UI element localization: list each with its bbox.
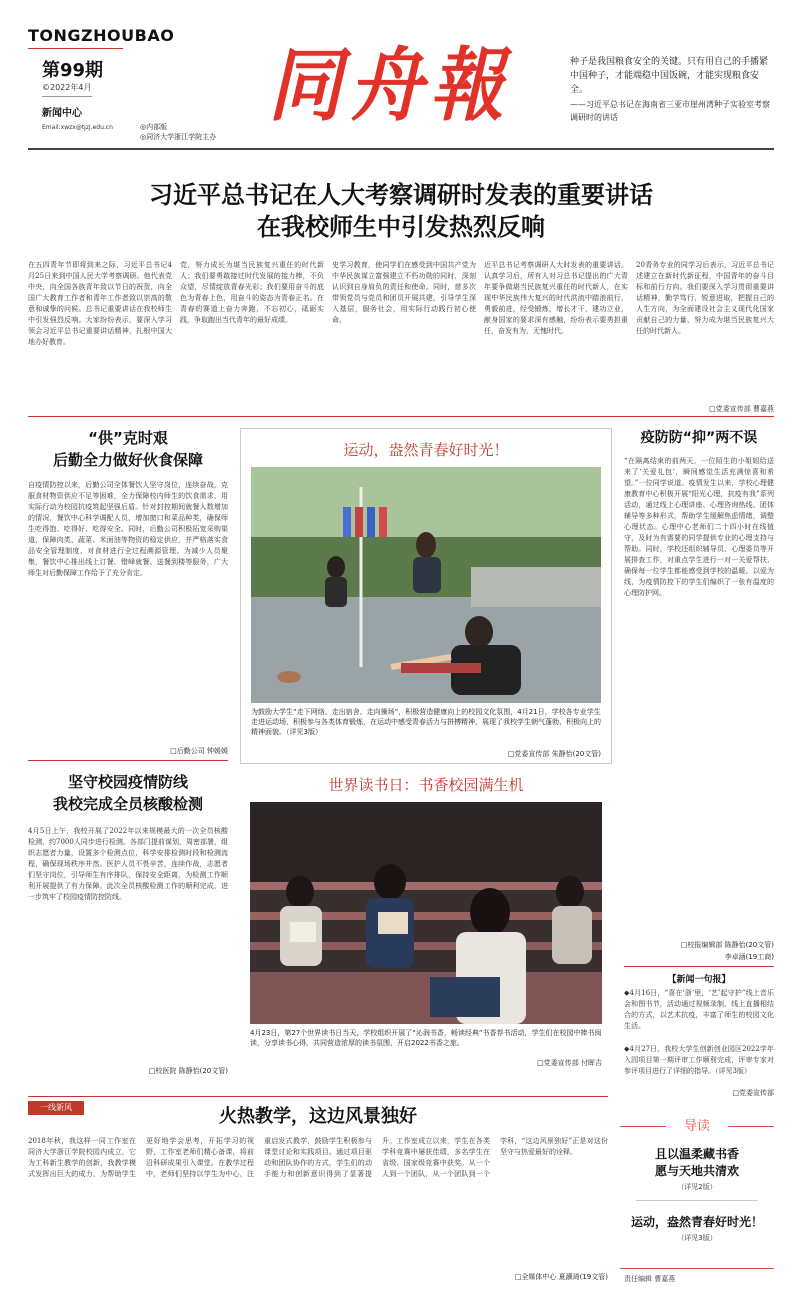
teaching-headline: 火热教学，这边风景独好 (219, 1106, 417, 1127)
contact-email: Email:xwzx@tjzj.edu.cn (42, 124, 113, 131)
sports-photo-author: □党委宣传部 朱静怡(20文管) (507, 750, 601, 758)
supply-body: 自疫情防控以来，后勤公司全体餐饮人坚守岗位，连续奋战，克服食材物资供应不足等困难，全力保障校内师生的饮食需求，用实际行动为校园抗疫筑起坚强后盾。针对封控期间就餐人数增加的情况，餐饮中心科学调配人员，增加窗口和菜品种类，确保师生吃得饱、吃得好、吃得安全。同时，后勤公司积极拓宽采购渠道，保障肉类、蔬菜、米面油等物资的稳定供应，并严格落实食品安全管理制度，对食材进行全过程溯源管理。为减少人员聚集，餐饮中心推出线上订餐、错峰就餐、送餐到楼等服务，广大师生对后勤保障工作给予了充分肯定。 (28, 481, 228, 577)
lead-headline-line1: 习近平总书记在人大考察调研时发表的重要讲话 (149, 181, 653, 209)
right-column-divider (624, 966, 774, 967)
guide-divider (636, 1200, 758, 1201)
covid-headline-line2: 我校完成全员核酸检测 (52, 795, 203, 813)
header-quote: 种子是我国粮食安全的关键。只有用自己的手播紧中国种子，才能端稳中国饭碗，才能实现粮食安全。 (570, 57, 769, 95)
masthead-divider (28, 48, 123, 49)
guide-item2[interactable]: 运动，盎然青春好时光！ (630, 1215, 763, 1229)
covid-body: 4月5日上午，我校开展了2022年以来规模最大的一次全员核酸检测，约7000人同步进行检测。各部门提前谋划，周密部署，组织志愿者力量，设置多个检测点位，科学安排检测时段和检测流程，确保现场秩序井然。医护人员不畏辛苦，连续作战，志愿者们坚守岗位，引导师生有序排队，保持安全距离，为检测工作顺利开展提供了有力保障。此次全员核酸检测工作的顺利完成，进一步筑牢了校园疫情防控防线。 (28, 827, 228, 901)
news-brief-title: 【新闻一句报】 (667, 975, 731, 985)
reading-photo-caption: 4月23日，第27个世界读书日当天，学校组织开展了“沁润书香，畅读经典”书香荐书活动，学生们在校园中捧书阅读，分享读书心得，共同营造浓厚的读书氛围，开启2022书香之旅。 (250, 1029, 602, 1047)
lead-body-col2: 党，努力成长为堪当民族复兴重任的时代新人；我们要勇敢接过时代发展的接力棒，不负众望，尽情绽放青春光彩；我们要用奋斗的底色为青春上色，用奋斗的姿态为青春正名。在青春的赛道上奋力奔跑，不忘初心，砥砺实践，争取跑出当代青年的最好成绩。 (180, 261, 324, 324)
edition-label: 新闻中心 (42, 108, 82, 119)
epidemic-author: □校报编辑部 陈静怡(20文管) (680, 941, 774, 949)
news-brief-author: □党委宣传部 (732, 1089, 774, 1097)
guide-bottom-rule (620, 1268, 774, 1269)
guide-label: 导读 (683, 1119, 710, 1134)
epidemic-body: “在隔离结束的前两天，一位陌生的小姐姐给送来了‘关爱礼包’，瞬间感觉生活充满惊喜和希望。”一位同学说道。疫情发生以来，学校心理健康教育中心积极开展“阳光心理，抗疫有我”系列活动，通过线上心理讲座、心理咨询热线、团体辅导等多种形式，帮助学生缓解焦虑情绪，调整心理状态。心理中心老师们二十四小时在线值守，及时为有需要的同学提供专业的心理支持与帮助。同时，学校还组织辅导员、心理委员等开展排查工作，对重点学生进行一对一关爱帮扶，确保每一位学生都能感受到学校的温暖。以爱为线，为疫情防控下的学生们编织了一张有温度的心理防护网。 (624, 457, 774, 597)
masthead-pinyin: TONGZHOUBAO (28, 26, 175, 45)
teaching-author: □全媒体中心 夏灏琦(19文管) (514, 1273, 608, 1281)
teaching-body: 2018年秋，我这样一同工作室在同济大学浙江学院校园内成立，它为工科新生教学的创新，我教学模式发挥出巨大的成力，为帮助学生更好地学会思考，开拓学习的视野，工作室老师们精心备课，将前沿科研成果引入课堂。在教学过程中，老师们坚持以学生为中心，注重启发式教学，鼓励学生积极参与课堂讨论和实践项目。通过项目驱动和团队协作的方式，学生们的动手能力和创新意识得到了显著提升。工作室成立以来，学生在各类学科竞赛中屡获佳绩，多名学生在省级、国家级竞赛中获奖。从一个人到一个团队，从一个团队到一个学科，“这边风景独好”正是对这份坚守与热爱最好的诠释。 (28, 1137, 608, 1178)
lead-body-col5: 20青务专业的同学习后表示，习近平总书记述建立在新时代新征程，中国青年的奋斗目标和前行方向。我们要深入学习贯彻重要讲话精神，勤学笃行，锐意进取，把握自己的人生方向，为全面建设社会主义现代化国家贡献自己的力量，努力成为堪当民族复兴大任的时代新人。 (636, 261, 774, 335)
header-quote-source: ——习近平总书记在海南省三亚市崖州湾种子实验室考察调研时的讲话 (570, 100, 770, 122)
supply-author: □后勤公司 钟媛媛 (170, 747, 228, 755)
reading-photo (250, 802, 602, 1024)
issue-number: 第99期 (42, 60, 104, 81)
guide-item1-line2[interactable]: 愿与天地共清欢 (654, 1164, 739, 1178)
epidemic-author-2: 李卓涵(19工商) (724, 953, 774, 961)
sports-photo-caption: 为鼓励大学生“走下网络、走出宿舍、走向操场”，积极营造健康向上的校园文化氛围，4月21日，学校各专业学生走进运动场，积极参与各类体育锻炼，在运动中感受青春活力与拼搏精神，展现了我校学生朝气蓬勃、积极向上的精神面貌。（详见3版） (251, 708, 601, 736)
lead-body-col4: 近平总书记考察调研人大时发表的重要讲话。认真学习后，所有人对习总书记提出的广大青年要争做堪当民族复兴重任的时代新人，在实现中华民族伟大复兴的时代洪流中踏浪前行，勇毅前进，经受锻炼，增长才干，建功立业，献身国家的要求深有感触，纷纷表示要勇担重任，奋发有为，无愧时代。 (484, 261, 628, 335)
covid-author: □校医院 陈静怡(20文管) (148, 1067, 228, 1075)
guide-item2-ref: （详见3版） (677, 1234, 717, 1242)
lead-bottom-rule (28, 416, 774, 417)
masthead-bottom-rule (28, 148, 774, 150)
reading-photo-panel (240, 774, 612, 1070)
masthead-small-rule (42, 96, 92, 97)
sponsor-note: ◎同济大学浙江学院主办 (140, 133, 217, 141)
edition-note: ◎内部版 (140, 123, 168, 131)
sports-photo-title: 运动，盎然青春好时光！ (343, 441, 509, 459)
lead-body-col3: 史学习教育，使同学们在感受到中国共产党为中华民族谋立富强建立不朽功勋的同时，深刻认识到自身肩负的责任和使命。同时，慈多次带领党员与党员和团员开展共建，引导学生深入基层，服务社会，用实际行动践行初心使命。 (332, 261, 476, 324)
epidemic-headline: 疫防防“抑”两不误 (640, 430, 758, 446)
guide-item1-ref: （详见2版） (677, 1183, 717, 1191)
covid-headline-line1: 坚守校园疫情防线 (67, 773, 188, 791)
reading-photo-title: 世界读书日：书香校园满生机 (328, 776, 524, 794)
supply-headline-line1: “供”克时艰 (88, 429, 168, 447)
sports-photo-panel (240, 428, 612, 764)
left-column-divider (28, 760, 228, 761)
news-brief-item2: ◆4月27日，我校大学生创新创业园区2022学年入园项目第一期评审工作顺利完成，评审专家对参评项目进行了详细的指导。（详见3版） (624, 1045, 774, 1075)
lead-headline-line2: 在我校师生中引发热烈反响 (257, 213, 545, 241)
reading-photo-author: □党委宣传部 付晖吉 (537, 1059, 602, 1067)
newspaper-title: 同舟報 (268, 38, 511, 132)
lead-author: □党委宣传部 曹嘉燕 (709, 405, 774, 413)
news-brief-item1: ◆4月16日，“喜在‘浙’里，‘艺’起守护”线上音乐会和图书节，活动通过视频录制、线上直播相结合的方式，以艺术抗疫，丰富了师生的校园文化生活。 (624, 989, 774, 1030)
supply-headline-line2: 后勤全力做好伙食保障 (52, 451, 203, 469)
footer-editor: 责任编辑 曹嘉燕 (624, 1275, 676, 1283)
guide-item1-line1[interactable]: 且以温柔藏书香 (654, 1147, 739, 1161)
teaching-section-tag: 一线新风 (28, 1101, 84, 1115)
bottom-section-rule (28, 1096, 608, 1097)
guide-label-box (666, 1118, 728, 1136)
sports-photo (251, 467, 601, 703)
issue-date: ©2022年4月 (42, 83, 92, 92)
lead-body-col1: 在五四青年节即将到来之际，习近平总书记4月25日来到中国人民大学考察调研。他代表党中央，向全国各族青年致以节日的祝贺，向全国广大教育工作者和青年工作者致以崇高的敬意和诚挚的问候。总书记重要讲话在我校师生中引发强烈反响。大家纷纷表示，要深入学习领会习近平总书记重要讲话精神，扎根中国大地办好教育。 (28, 261, 172, 346)
